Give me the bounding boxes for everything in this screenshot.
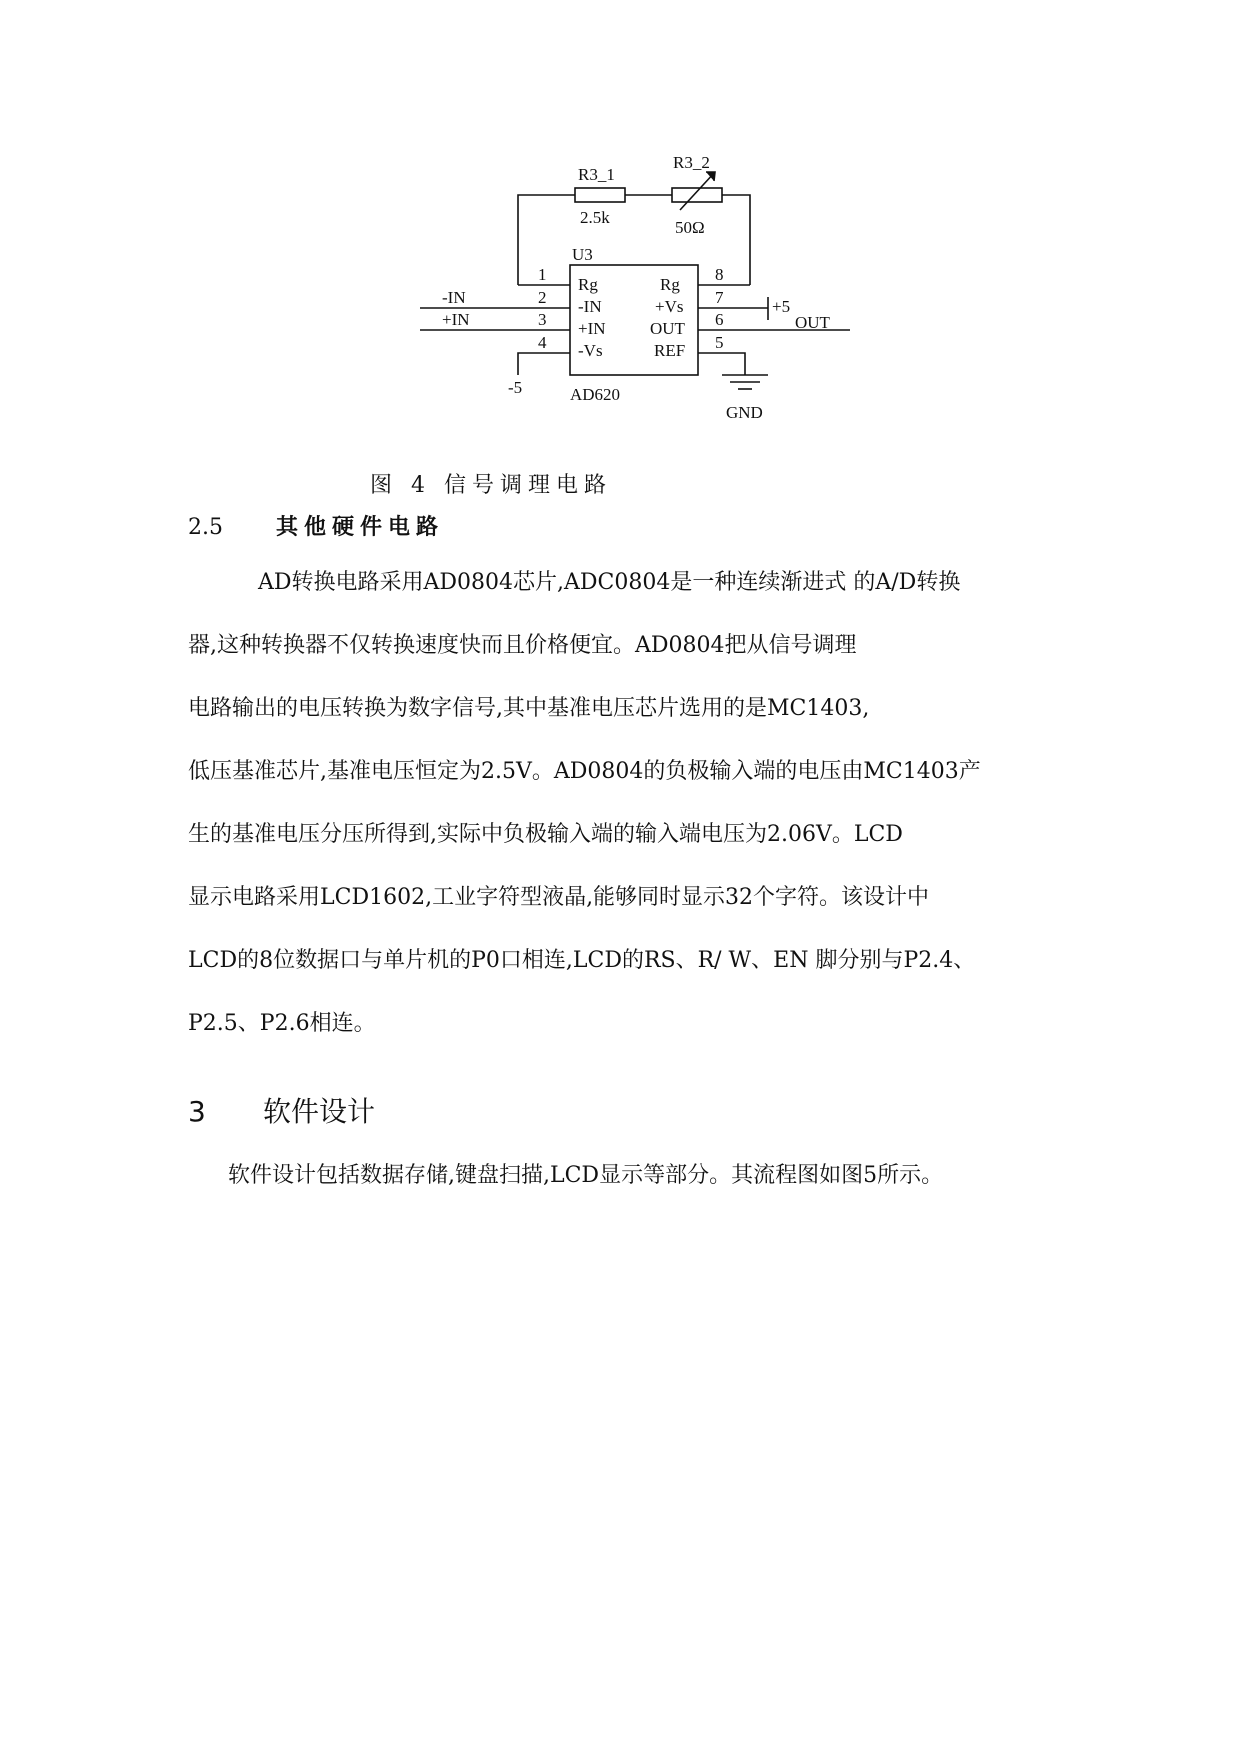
paragraph-line: 显示电路采用LCD1602,工业字符型液晶,能够同时显示32个字符。该设计中 (188, 885, 930, 910)
section-3-title: 软件设计 (263, 1095, 376, 1128)
circuit-diagram (410, 150, 860, 430)
chip-name: AD620 (570, 385, 621, 404)
section-2-5-title: 其他硬件电路 (276, 514, 445, 540)
pin5-wire (698, 353, 745, 375)
pin4-wire (518, 353, 570, 375)
chip-ref: U3 (572, 245, 593, 264)
rg-loop-wire-right (722, 195, 750, 285)
label-plus-in: +IN (578, 319, 606, 338)
pin-6: 6 (715, 310, 724, 329)
pin-7: 7 (715, 288, 724, 307)
pin-4: 4 (538, 333, 547, 352)
paragraph-line: 低压基准芯片,基准电压恒定为2.5V。AD0804的负极输入端的电压由MC1403产 (188, 759, 981, 784)
r3-1-label: R3_1 (578, 165, 615, 184)
label-minus-in: -IN (578, 297, 602, 316)
ground-label: GND (726, 403, 763, 422)
r3-1-value: 2.5k (580, 208, 610, 227)
paragraph-line: 器,这种转换器不仅转换速度快而且价格便宜。AD0804把从信号调理 (188, 633, 857, 658)
paragraph-line: 电路输出的电压转换为数字信号,其中基准电压芯片选用的是MC1403, (188, 696, 870, 721)
label-out: OUT (650, 319, 685, 338)
r3-2-potentiometer (672, 188, 722, 202)
rg-loop-wire (518, 195, 575, 285)
label-plus-vs: +Vs (655, 297, 684, 316)
pos-supply: +5 (772, 297, 791, 316)
paragraph-line: AD转换电路采用AD0804芯片,ADC0804是一种连续渐进式 的A/D转换 (258, 570, 961, 595)
label-rg-right: Rg (660, 275, 680, 294)
pot-arrow (680, 172, 715, 210)
pin-8: 8 (715, 265, 724, 284)
paragraph-line: 生的基准电压分压所得到,实际中负极输入端的输入端电压为2.06V。LCD (188, 822, 903, 847)
label-ref: REF (654, 341, 686, 360)
label-minus-vs: -Vs (578, 341, 603, 360)
pin-3: 3 (538, 310, 547, 329)
r3-2-label: R3_2 (673, 153, 710, 172)
neg-supply: -5 (508, 378, 523, 397)
paragraph-line: 软件设计包括数据存储,键盘扫描,LCD显示等部分。其流程图如图5所示。 (228, 1163, 944, 1188)
paragraph-line: LCD的8位数据口与单片机的P0口相连,LCD的RS、R/ W、EN 脚分别与P2.4、 (188, 948, 976, 973)
figure-caption: 图 4 信号调理电路 (370, 473, 612, 498)
section-2-5-number: 2.5 (188, 515, 223, 540)
pin-2: 2 (538, 288, 547, 307)
input-plus: +IN (442, 310, 470, 329)
paragraph-line: P2.5、P2.6相连。 (188, 1011, 376, 1036)
r3-1-resistor (575, 188, 625, 202)
section-3-number: 3 (188, 1095, 206, 1128)
section-2-5-heading (188, 510, 444, 541)
pin-5: 5 (715, 333, 724, 352)
label-rg-left: Rg (578, 275, 598, 294)
output-label: OUT (795, 313, 830, 332)
input-minus: -IN (442, 288, 466, 307)
r3-2-value: 50Ω (675, 218, 705, 237)
pin-1: 1 (538, 265, 547, 284)
section-3-heading (188, 1090, 375, 1130)
